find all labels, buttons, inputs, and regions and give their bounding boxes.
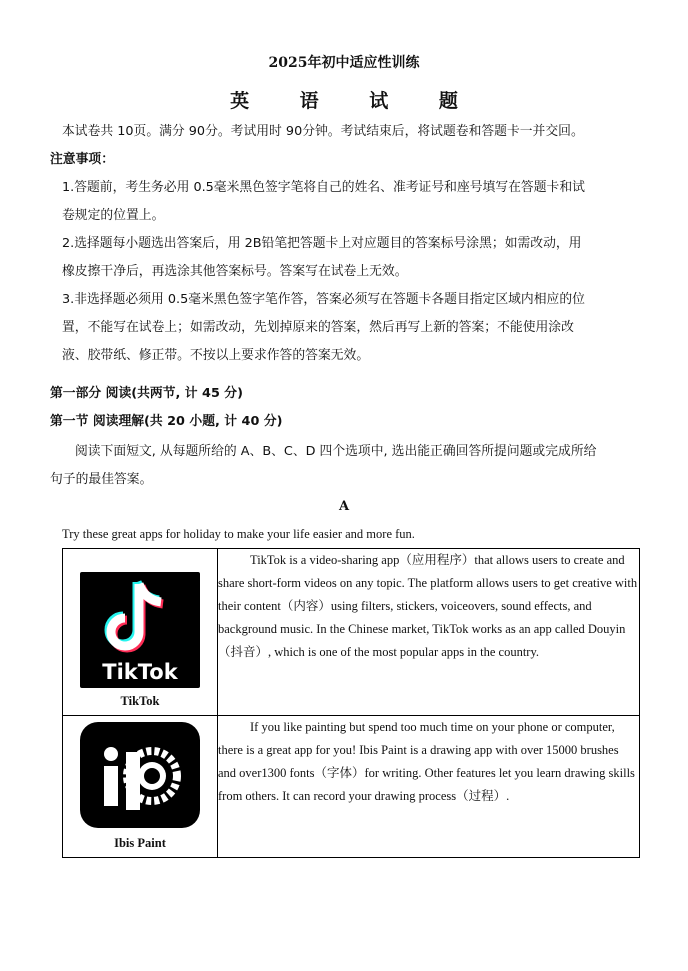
app-description-text: If you like painting but spend too much time on your phone or computer, there is a great app for you! Ibis Paint is a drawing app with over 15000 brushes and over1300 fonts（字体）for writing. Other features let you learn drawing skills from others. It can record your drawing process（过程）. <box>218 720 635 803</box>
app-description-text: TikTok is a video-sharing app（应用程序）that allows users to create and share short-form videos on any topic. The platform allows users to get creative with their content（内容）using filters, stickers, voiceovers, sound effects, and background music. In the Chinese market, TikTok works as an app called Douyin（抖音）, which is one of the most popular apps in the country. <box>218 553 638 659</box>
notice-line-5: 3.非选择题必须用 0.5毫米黑色签字笔作答，答案必须写在答题卡各题目指定区域内相应的位 <box>62 292 585 307</box>
table-row <box>63 549 640 716</box>
apps-table <box>62 548 640 858</box>
app-description <box>218 716 640 858</box>
instruction-line-2: 句子的最佳答案。 <box>50 472 153 487</box>
notice-line-1: 1.答题前，考生务必用 0.5毫米黑色签字笔将自己的姓名、准考证号和座号填写在答题卡和试 <box>62 180 585 195</box>
notice-line-4: 橡皮擦干净后，再选涂其他答案标号。答案写在试卷上无效。 <box>62 264 408 279</box>
subject-title: 英 语 试 题 <box>230 90 480 112</box>
app-logo-cell <box>63 716 218 858</box>
passage-label: A <box>338 499 350 514</box>
table-row <box>63 716 640 858</box>
notice-line-3: 2.选择题每小题选出答案后，用 2B铅笔把答题卡上对应题目的答案标号涂黑；如需改动，用 <box>62 236 582 251</box>
ibis-paint-logo <box>80 722 200 828</box>
app-name: Ibis Paint <box>114 836 166 850</box>
notice-title: 注意事项： <box>50 152 114 167</box>
tiktok-logo-text: TikTok <box>102 660 178 684</box>
app-description <box>218 549 640 716</box>
ibis-paint-icon <box>80 722 200 828</box>
passage-intro: Try these great apps for holiday to make your life easier and more fun. <box>62 527 415 541</box>
section-heading: 第一节 阅读理解(共 20 小题, 计 40 分) <box>50 414 283 429</box>
app-name: TikTok <box>120 694 160 708</box>
notice-line-6: 置，不能写在试卷上；如需改动，先划掉原来的答案，然后再写上新的答案；不能使用涂改 <box>62 320 574 335</box>
exam-title: 2025年初中适应性训练 <box>268 55 420 71</box>
app-logo-cell <box>63 549 218 716</box>
tiktok-logo <box>80 572 200 688</box>
instruction-line-1: 阅读下面短文, 从每题所给的 A、B、C、D 四个选项中, 选出能正确回答所提问题或完成所给 <box>75 444 597 459</box>
notice-line-7: 液、胶带纸、修正带。不按以上要求作答的答案无效。 <box>62 348 370 363</box>
part-heading: 第一部分 阅读(共两节, 计 45 分) <box>50 386 243 401</box>
intro-line: 本试卷共 10页。满分 90分。考试用时 90分钟。考试结束后，将试题卷和答题卡一并交回。 <box>62 124 584 139</box>
notice-line-2: 卷规定的位置上。 <box>62 208 165 223</box>
